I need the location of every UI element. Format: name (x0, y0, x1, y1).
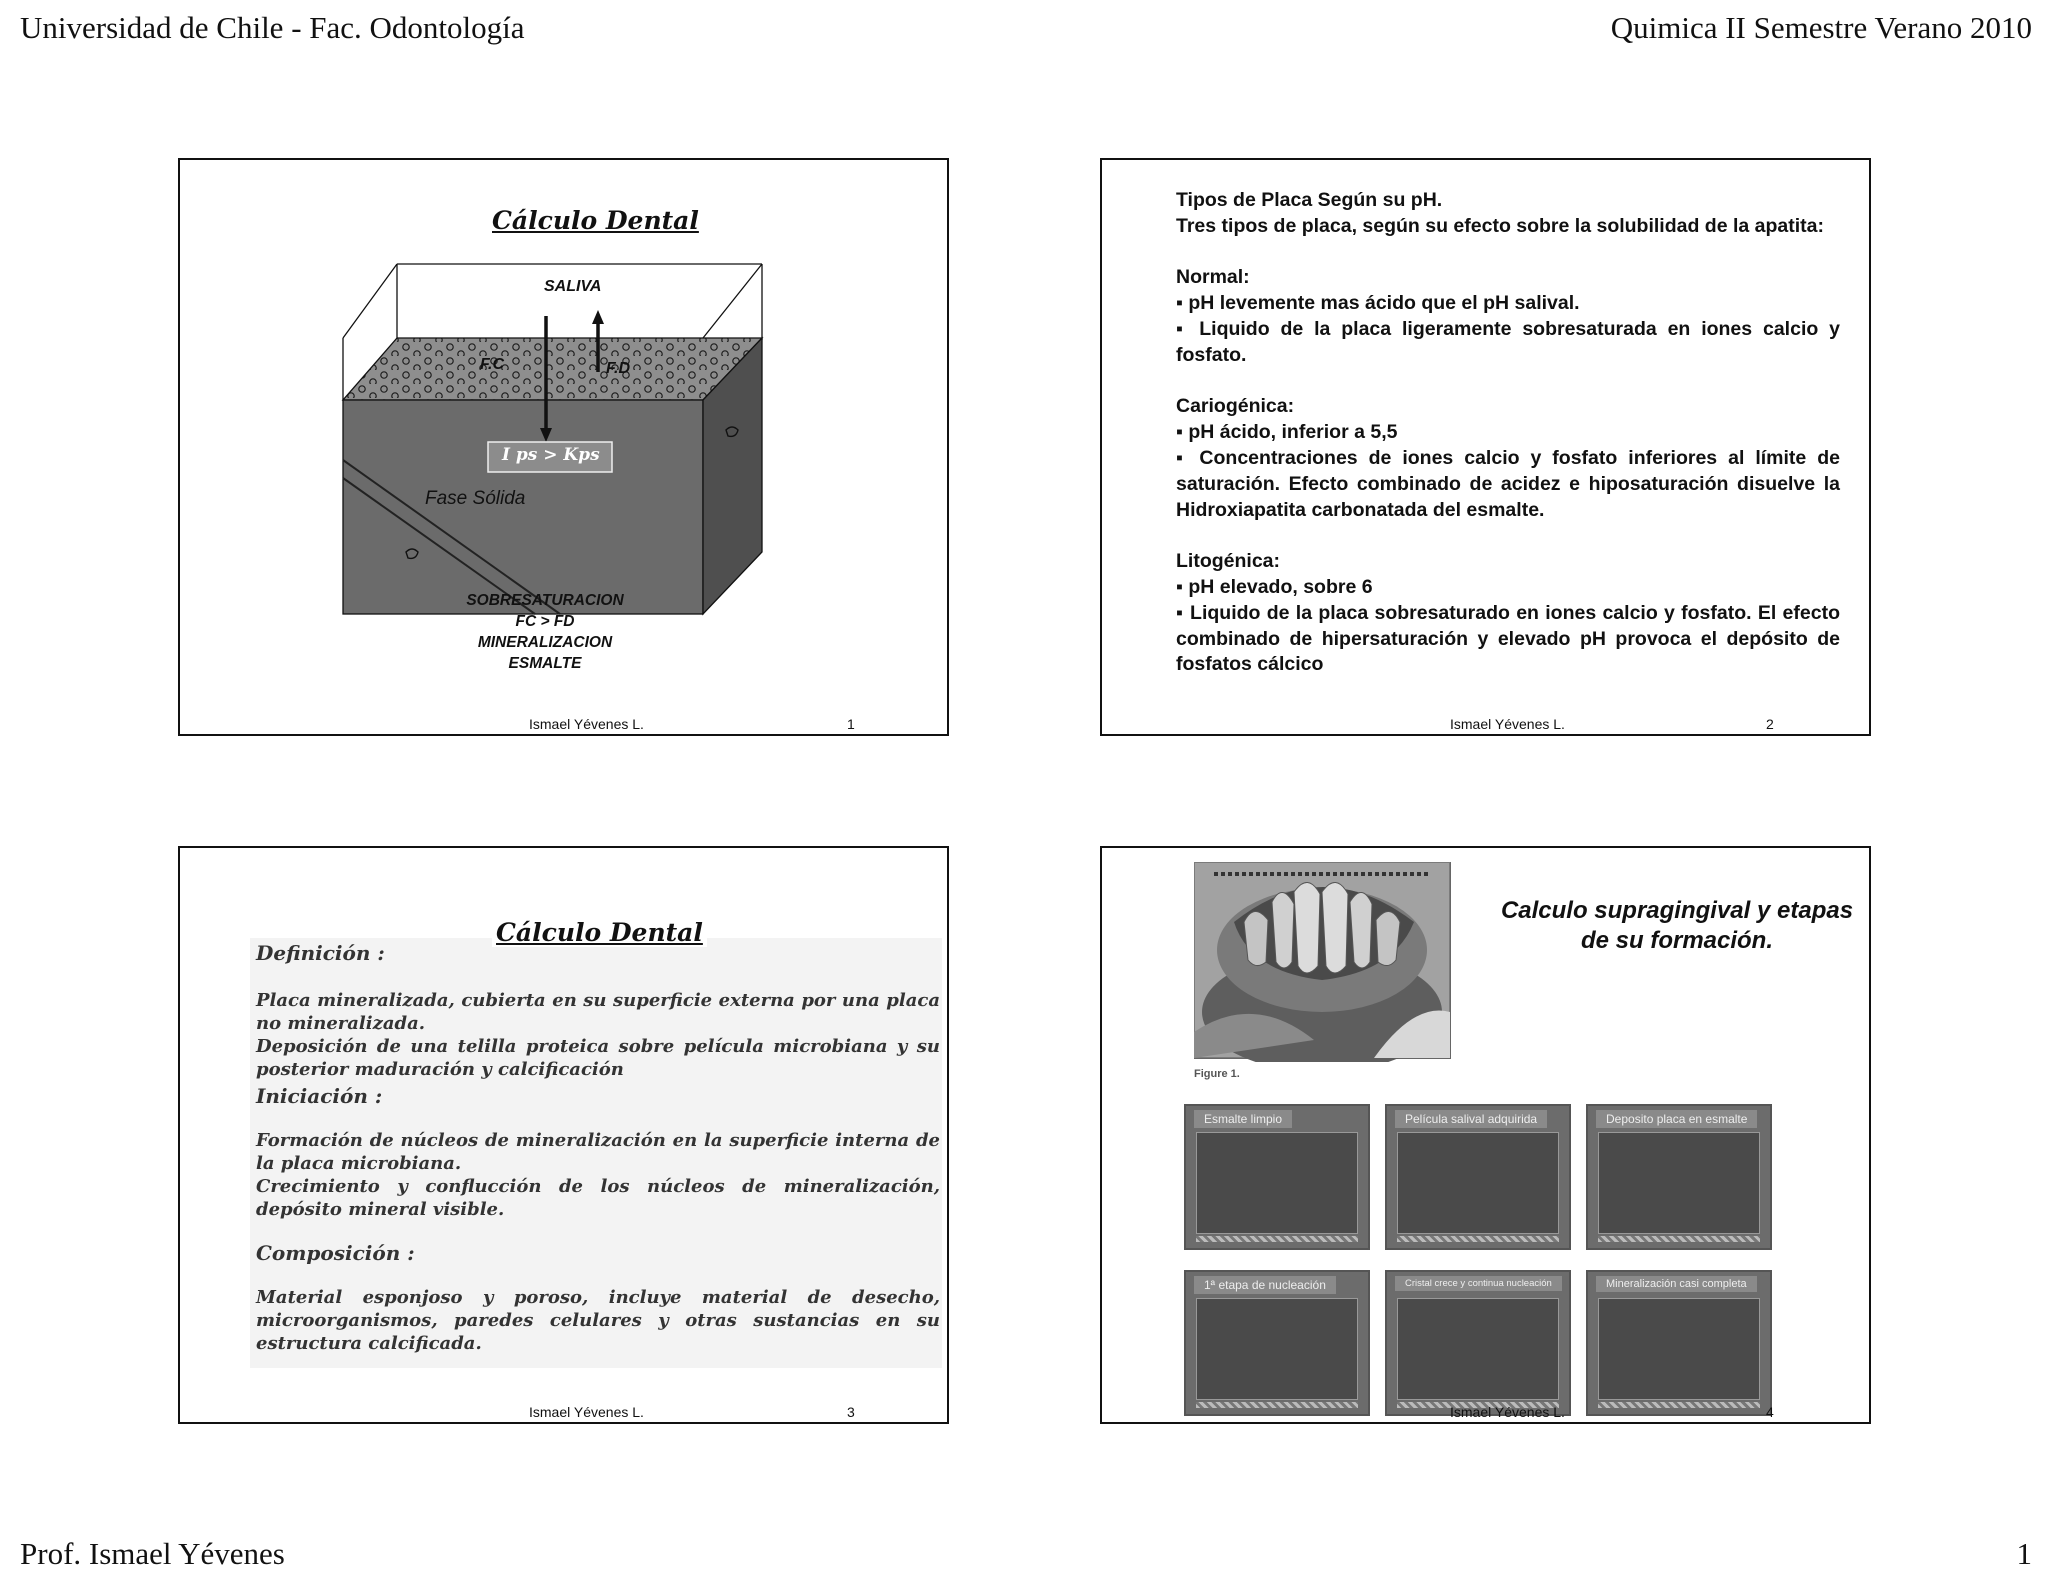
panel-base (1598, 1402, 1760, 1408)
panel-label: Mineralización casi completa (1596, 1276, 1757, 1292)
plaque-types-text (1176, 188, 1840, 678)
slide-number: 3 (847, 1404, 855, 1420)
text-line: Litogénica: (1176, 550, 1281, 573)
solid-phase-label: Fase Sólida (425, 488, 526, 509)
stage-panel (1184, 1104, 1370, 1250)
caption-line: ESMALTE (508, 655, 582, 672)
slide-number: 4 (1766, 1404, 1774, 1420)
text-line: Formación de núcleos de mineralización en la superficie interna de la placa microbiana. (256, 1130, 940, 1174)
panel-base (1196, 1236, 1358, 1242)
slide-3 (178, 846, 949, 1424)
composition-heading: Composición : (256, 1241, 415, 1265)
diagram-caption (420, 590, 670, 674)
definition-heading: Definición : (256, 941, 385, 965)
ips-kps-label: I ps > Kps (502, 445, 600, 465)
fc-label: F.C (480, 356, 504, 373)
initiation-heading: Iniciación : (256, 1084, 383, 1108)
fd-label: F.D (606, 360, 630, 377)
panel-image (1196, 1132, 1358, 1234)
stage-panel (1184, 1270, 1370, 1416)
panel-image (1598, 1298, 1760, 1400)
text-line: Material esponjoso y poroso, incluye material de desecho, microorganismos, paredes celulares y otras sustancias en su estructura calcificada. (256, 1287, 940, 1354)
panel-image (1397, 1298, 1559, 1400)
slide-author: Ismael Yévenes L. (1450, 1404, 1565, 1420)
figure-caption: Figure 1. (1194, 1068, 1240, 1080)
panel-image (1397, 1132, 1559, 1234)
slide-title: Calculo supragingival y etapas de su formación. (1500, 897, 1854, 954)
text-line: ▪ pH ácido, inferior a 5,5 (1176, 421, 1398, 444)
text-line: ▪ pH levemente mas ácido que el pH salival. (1176, 292, 1580, 315)
text-line: Cariogénica: (1176, 395, 1295, 418)
text-line: Normal: (1176, 266, 1250, 289)
caption-line: MINERALIZACION (477, 634, 613, 651)
text-line: ▪ Concentraciones de iones calcio y fosfato inferiores al límite de saturación. Efecto combinado de acidez e hiposaturación disuelve la Hidroxiapatita carbonatada del esmalte. (1176, 446, 1840, 521)
panel-label: 1ª etapa de nucleación (1194, 1276, 1336, 1294)
panel-label: Cristal crece y continua nucleación (1395, 1276, 1562, 1291)
caption-line: FC > FD (515, 613, 575, 630)
slide-number: 1 (847, 716, 855, 732)
text-line: ▪ Liquido de la placa sobresaturado en iones calcio y fosfato. El efecto combinado de hipersaturación y elevado pH provoca el depósito de fosfatos cálcico (1176, 601, 1840, 676)
stage-panel (1586, 1104, 1772, 1250)
panel-image (1598, 1132, 1760, 1234)
text-line: Tres tipos de placa, según su efecto sobre la solubilidad de la apatita: (1176, 214, 1825, 237)
panel-base (1598, 1236, 1760, 1242)
caption-line: SOBRESATURACION (466, 592, 624, 609)
page-header-right: Quimica II Semestre Verano 2010 (1610, 10, 2032, 45)
stage-panel (1385, 1270, 1571, 1416)
panel-base (1397, 1236, 1559, 1242)
dental-calculus-text (256, 942, 940, 1355)
page-header-left: Universidad de Chile - Fac. Odontología (20, 10, 525, 45)
slide-author: Ismael Yévenes L. (529, 716, 644, 732)
slide-2 (1100, 158, 1871, 736)
slide-author: Ismael Yévenes L. (529, 1404, 644, 1420)
panel-label: Deposito placa en esmalte (1596, 1110, 1757, 1128)
slide-number: 2 (1766, 716, 1774, 732)
panel-image (1196, 1298, 1358, 1400)
text-line: Crecimiento y conflucción de los núcleos de mineralización, depósito mineral visible. (256, 1176, 940, 1220)
page-number: 1 (2016, 1536, 2032, 1571)
dental-photo (1194, 862, 1454, 1062)
text-line: Placa mineralizada, cubierta en su superficie externa por una placa no mineralizada. (256, 990, 940, 1034)
saliva-label: SALIVA (544, 278, 602, 295)
slide-1 (178, 158, 949, 736)
panel-label: Película salival adquirida (1395, 1110, 1547, 1128)
slide-title: Cálculo Dental (492, 918, 707, 947)
text-line: ▪ Liquido de la placa ligeramente sobresaturada en iones calcio y fosfato. (1176, 317, 1840, 366)
slide-4 (1100, 846, 1871, 1424)
text-line: Deposición de una telilla proteica sobre película microbiana y su posterior maduración y calcificación (256, 1036, 940, 1080)
panel-label: Esmalte limpio (1194, 1110, 1292, 1128)
text-line: Tipos de Placa Según su pH. (1176, 189, 1443, 211)
panel-base (1196, 1402, 1358, 1408)
stage-panel (1385, 1104, 1571, 1250)
page-footer-left: Prof. Ismael Yévenes (20, 1536, 285, 1571)
stage-panel (1586, 1270, 1772, 1416)
slide-title: Cálculo Dental (492, 206, 699, 235)
slide-author: Ismael Yévenes L. (1450, 716, 1565, 732)
text-line: ▪ pH elevado, sobre 6 (1176, 575, 1373, 598)
